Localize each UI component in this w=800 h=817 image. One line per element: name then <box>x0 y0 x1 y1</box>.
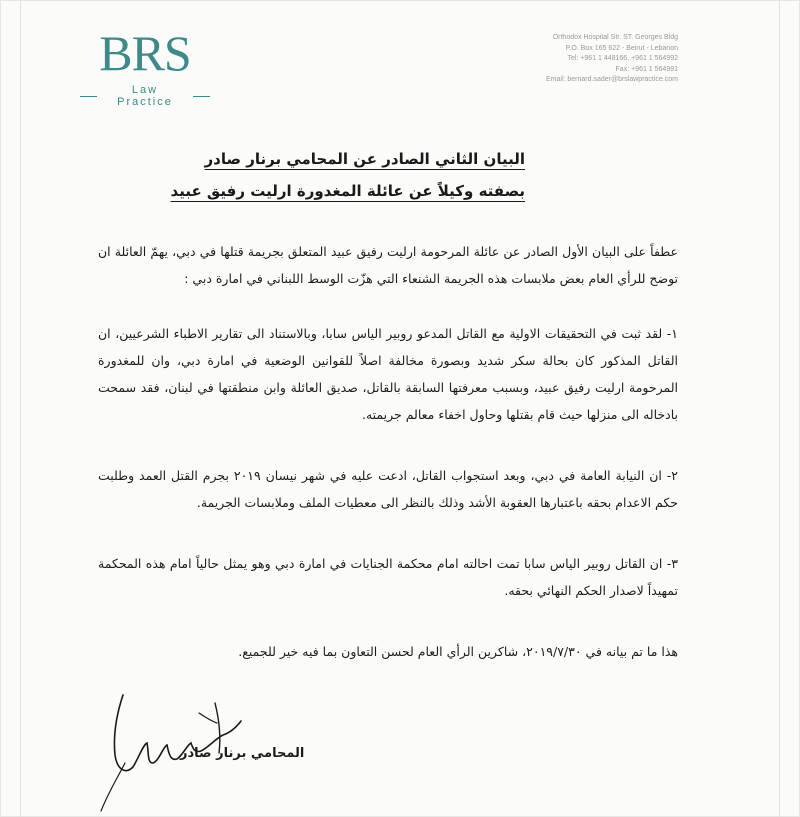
firm-logo <box>80 25 210 108</box>
divider <box>80 96 97 97</box>
contact-tel: Tel: +961 1 448166, +961 1 564992 <box>567 55 678 62</box>
point-2: ٢- ان النيابة العامة في دبي، وبعد استجواب القاتل، ادعت عليه في شهر نيسان ٢٠١٩ بجرم القتل العمد وطلبت حكم الاعدام بحقه باعتبارها العقوبة الأشد وذلك بالنظر الى معطيات الملف وملابسات الجريمة. <box>98 468 678 510</box>
point-1: ١- لقد ثبت في التحقيقات الاولية مع القاتل المدعو روبير الياس سابا، وبالاستناد الى تقارير الاطباء الشرعيين، ان القاتل المذكور كان بحالة سكر شديد وبصورة مخالفة اصلاً للقوانين الوضعية في امارة دبي، وان للمغدورة المرحومة ارليت رفيق عبيد، وبسبب معرفتها السابقة بالقاتل، صديق العائلة وابن منطقتها في لبنان، فقد سمحت بادخاله الى منزلها حيث قام بقتلها وحاول اخفاء معالم جريمته. <box>98 326 678 422</box>
closing-line: هذا ما تم بيانه في ٢٠١٩/٧/٣٠، شاكرين الرأي العام لحسن التعاون بما فيه خير للجميع. <box>238 644 678 659</box>
title-line-1: البيان الثاني الصادر عن المحامي برنار صادر <box>204 150 525 168</box>
document-title <box>171 150 525 214</box>
statement-body <box>98 238 678 665</box>
contact-email: Email: bernard.sader@brslawpractice.com <box>546 76 678 83</box>
point-3: ٣- ان القاتل روبير الياس سابا تمت احالته امام محكمة الجنايات في امارة دبي وهو يمثل حالياً امام هذه المحكمة تمهيداً لاصدار الحكم النهائي بحقه. <box>98 556 678 598</box>
title-line-2: بصفته وكيلاً عن عائلة المغدورة ارليت رفيق عبيد <box>170 182 525 200</box>
logo-subtitle: Law Practice <box>117 84 173 108</box>
intro-paragraph: عطفاً على البيان الأول الصادر عن عائلة المرحومة ارليت رفيق عبيد المتعلق بجريمة قتلها في دبي، يهمّ العائلة ان توضح للرأي العام بعض ملابسات هذه الجريمة الشنعاء التي هزّت الوسط اللبناني في امارة دبي : <box>98 244 678 286</box>
logo-mark: BRS <box>99 25 191 81</box>
signer-name: المحامي برنار صادر <box>180 746 305 761</box>
logo-subtitle-row <box>80 84 210 108</box>
contact-pobox: P.O. Box 165 622 - Beirut - Lebanon <box>565 44 678 52</box>
divider <box>193 96 210 97</box>
contact-fax: Fax: +961 1 564991 <box>615 65 678 73</box>
contact-address: Orthodox Hospital Str. ST. Georges Bldg <box>552 34 678 41</box>
contact-block <box>528 33 678 86</box>
